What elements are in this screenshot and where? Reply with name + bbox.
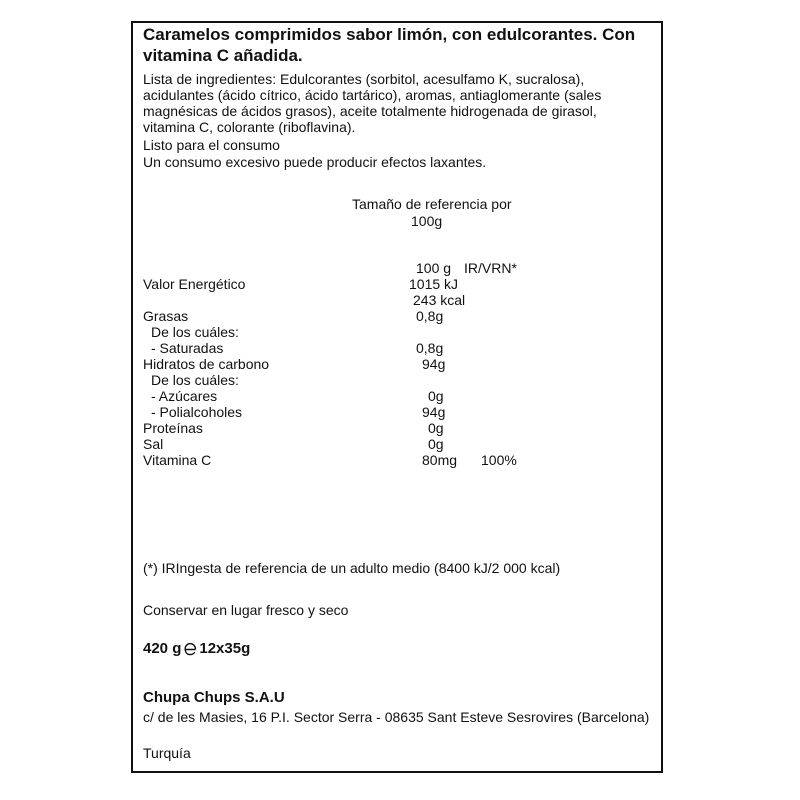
polyols-label: - Polialcoholes (151, 404, 243, 420)
ready-to-eat-text: Listo para el consumo (143, 137, 280, 153)
fat-value: 0,8g (416, 308, 444, 324)
net-quantity (143, 640, 250, 658)
country-of-origin: Turquía (143, 745, 191, 761)
e-mark-icon (182, 641, 198, 657)
fat-label: Grasas (143, 308, 189, 324)
vitamin-c-label: Vitamina C (143, 452, 212, 468)
energy-kj-value: 1015 kJ (409, 276, 459, 292)
polyols-value: 94g (422, 404, 446, 420)
protein-label: Proteínas (143, 420, 203, 436)
reference-size-line2: 100g (411, 213, 443, 229)
sugars-label: - Azúcares (151, 388, 218, 404)
salt-label: Sal (143, 436, 164, 452)
company-name: Chupa Chups S.A.U (143, 689, 285, 706)
column-header-100g: 100 g (416, 260, 452, 276)
saturated-value: 0,8g (416, 340, 444, 356)
carbs-label: Hidratos de carbono (143, 356, 270, 372)
of-which-fat-label: De los cuáles: (151, 324, 239, 340)
energy-kcal-value: 243 kcal (413, 292, 466, 308)
ingredients-list: Lista de ingredientes: Edulcorantes (sorbitol, acesulfamo K, sucralosa), acidulantes (ácido cítrico, ácido tartárico), aromas, antiaglomerante (sales magnésicas de ácidos grasos), aceite totalmente hidrogenada de girasol, vitamina C, colorante (riboflavina). (143, 71, 602, 135)
storage-instructions: Conservar en lugar fresco y seco (143, 602, 349, 618)
pack-format: 12x35g (199, 640, 251, 657)
product-title: Caramelos comprimidos sabor limón, con edulcorantes. Con vitamina C añadida. (143, 25, 636, 65)
protein-value: 0g (428, 420, 444, 436)
footnote-reference-intake: (*) IRIngesta de referencia de un adulto medio (8400 kJ/2 000 kcal) (143, 560, 561, 576)
column-header-ir-vrn: IR/VRN* (464, 260, 517, 276)
laxative-warning: Un consumo excesivo puede producir efectos laxantes. (143, 154, 487, 170)
salt-value: 0g (428, 436, 444, 452)
saturated-label: - Saturadas (151, 340, 224, 356)
carbs-value: 94g (422, 356, 446, 372)
sugars-value: 0g (428, 388, 444, 404)
energy-label: Valor Energético (143, 276, 246, 292)
of-which-carbs-label: De los cuáles: (151, 372, 239, 388)
vitamin-c-value: 80mg (422, 452, 458, 468)
vitamin-c-ir: 100% (481, 452, 517, 468)
reference-size-line1: Tamaño de referencia por (352, 196, 512, 212)
net-weight: 420 g (143, 640, 182, 657)
company-address: c/ de les Masies, 16 P.I. Sector Serra - 08635 Sant Esteve Sesrovires (Barcelona) (143, 709, 650, 725)
